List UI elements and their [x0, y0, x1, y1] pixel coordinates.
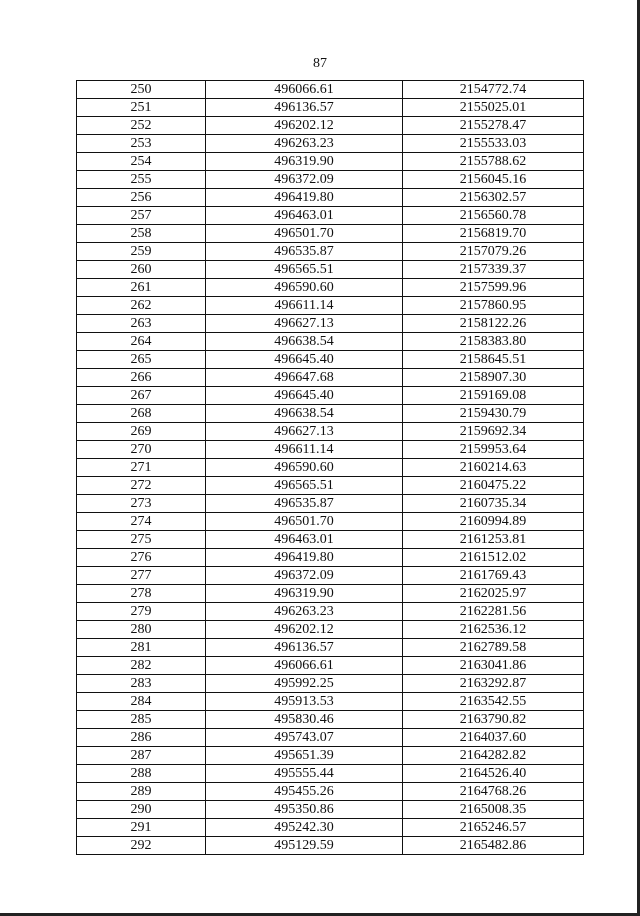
point-number-cell: 253: [77, 135, 206, 153]
x-coordinate-cell: 495455.26: [206, 783, 403, 801]
x-coordinate-cell: 496202.12: [206, 621, 403, 639]
table-row: [77, 783, 584, 801]
point-number-cell: 256: [77, 189, 206, 207]
coordinates-table-body: [77, 81, 584, 855]
y-coordinate-cell: 2156045.16: [403, 171, 584, 189]
y-coordinate-cell: 2163790.82: [403, 711, 584, 729]
table-row: [77, 423, 584, 441]
x-coordinate-cell: 496263.23: [206, 603, 403, 621]
x-coordinate-cell: 496638.54: [206, 405, 403, 423]
y-coordinate-cell: 2160475.22: [403, 477, 584, 495]
point-number-cell: 269: [77, 423, 206, 441]
table-row: [77, 171, 584, 189]
point-number-cell: 271: [77, 459, 206, 477]
x-coordinate-cell: 496501.70: [206, 513, 403, 531]
y-coordinate-cell: 2156560.78: [403, 207, 584, 225]
table-row: [77, 837, 584, 855]
y-coordinate-cell: 2159430.79: [403, 405, 584, 423]
x-coordinate-cell: 496202.12: [206, 117, 403, 135]
y-coordinate-cell: 2159169.08: [403, 387, 584, 405]
table-row: [77, 711, 584, 729]
table-row: [77, 153, 584, 171]
table-row: [77, 693, 584, 711]
table-row: [77, 747, 584, 765]
y-coordinate-cell: 2161769.43: [403, 567, 584, 585]
y-coordinate-cell: 2159953.64: [403, 441, 584, 459]
table-row: [77, 189, 584, 207]
y-coordinate-cell: 2164768.26: [403, 783, 584, 801]
table-row: [77, 135, 584, 153]
point-number-cell: 263: [77, 315, 206, 333]
table-row: [77, 729, 584, 747]
point-number-cell: 260: [77, 261, 206, 279]
point-number-cell: 266: [77, 369, 206, 387]
x-coordinate-cell: 496319.90: [206, 585, 403, 603]
y-coordinate-cell: 2155025.01: [403, 99, 584, 117]
table-row: [77, 549, 584, 567]
point-number-cell: 281: [77, 639, 206, 657]
point-number-cell: 272: [77, 477, 206, 495]
point-number-cell: 270: [77, 441, 206, 459]
x-coordinate-cell: 496647.68: [206, 369, 403, 387]
table-row: [77, 441, 584, 459]
x-coordinate-cell: 495992.25: [206, 675, 403, 693]
point-number-cell: 265: [77, 351, 206, 369]
table-row: [77, 495, 584, 513]
point-number-cell: 250: [77, 81, 206, 99]
point-number-cell: 258: [77, 225, 206, 243]
y-coordinate-cell: 2162789.58: [403, 639, 584, 657]
y-coordinate-cell: 2155278.47: [403, 117, 584, 135]
point-number-cell: 251: [77, 99, 206, 117]
point-number-cell: 291: [77, 819, 206, 837]
y-coordinate-cell: 2157860.95: [403, 297, 584, 315]
x-coordinate-cell: 495555.44: [206, 765, 403, 783]
table-row: [77, 243, 584, 261]
table-row: [77, 405, 584, 423]
table-row: [77, 477, 584, 495]
point-number-cell: 279: [77, 603, 206, 621]
point-number-cell: 282: [77, 657, 206, 675]
page-number: 87: [313, 56, 327, 71]
x-coordinate-cell: 496590.60: [206, 459, 403, 477]
point-number-cell: 288: [77, 765, 206, 783]
y-coordinate-cell: 2157339.37: [403, 261, 584, 279]
table-row: [77, 459, 584, 477]
table-row: [77, 639, 584, 657]
x-coordinate-cell: 496645.40: [206, 387, 403, 405]
y-coordinate-cell: 2155533.03: [403, 135, 584, 153]
x-coordinate-cell: 495913.53: [206, 693, 403, 711]
x-coordinate-cell: 496372.09: [206, 567, 403, 585]
y-coordinate-cell: 2160994.89: [403, 513, 584, 531]
table-row: [77, 297, 584, 315]
x-coordinate-cell: 496463.01: [206, 207, 403, 225]
y-coordinate-cell: 2156302.57: [403, 189, 584, 207]
table-row: [77, 279, 584, 297]
table-row: [77, 81, 584, 99]
point-number-cell: 285: [77, 711, 206, 729]
y-coordinate-cell: 2158907.30: [403, 369, 584, 387]
y-coordinate-cell: 2165482.86: [403, 837, 584, 855]
point-number-cell: 252: [77, 117, 206, 135]
point-number-cell: 268: [77, 405, 206, 423]
x-coordinate-cell: 495350.86: [206, 801, 403, 819]
table-row: [77, 657, 584, 675]
x-coordinate-cell: 496263.23: [206, 135, 403, 153]
point-number-cell: 292: [77, 837, 206, 855]
table-row: [77, 801, 584, 819]
y-coordinate-cell: 2163542.55: [403, 693, 584, 711]
point-number-cell: 259: [77, 243, 206, 261]
point-number-cell: 278: [77, 585, 206, 603]
x-coordinate-cell: 496319.90: [206, 153, 403, 171]
x-coordinate-cell: 496419.80: [206, 189, 403, 207]
x-coordinate-cell: 496611.14: [206, 441, 403, 459]
point-number-cell: 267: [77, 387, 206, 405]
x-coordinate-cell: 496501.70: [206, 225, 403, 243]
point-number-cell: 254: [77, 153, 206, 171]
y-coordinate-cell: 2158383.80: [403, 333, 584, 351]
table-row: [77, 621, 584, 639]
coordinates-table: [76, 80, 584, 855]
x-coordinate-cell: 496627.13: [206, 315, 403, 333]
y-coordinate-cell: 2157079.26: [403, 243, 584, 261]
point-number-cell: 277: [77, 567, 206, 585]
table-row: [77, 333, 584, 351]
point-number-cell: 289: [77, 783, 206, 801]
point-number-cell: 275: [77, 531, 206, 549]
x-coordinate-cell: 496565.51: [206, 261, 403, 279]
y-coordinate-cell: 2163292.87: [403, 675, 584, 693]
y-coordinate-cell: 2157599.96: [403, 279, 584, 297]
table-row: [77, 603, 584, 621]
x-coordinate-cell: 496535.87: [206, 495, 403, 513]
x-coordinate-cell: 496611.14: [206, 297, 403, 315]
point-number-cell: 286: [77, 729, 206, 747]
y-coordinate-cell: 2165246.57: [403, 819, 584, 837]
y-coordinate-cell: 2163041.86: [403, 657, 584, 675]
x-coordinate-cell: 495743.07: [206, 729, 403, 747]
x-coordinate-cell: 496645.40: [206, 351, 403, 369]
x-coordinate-cell: 496419.80: [206, 549, 403, 567]
y-coordinate-cell: 2164282.82: [403, 747, 584, 765]
table-row: [77, 351, 584, 369]
table-row: [77, 675, 584, 693]
table-row: [77, 513, 584, 531]
table-row: [77, 99, 584, 117]
point-number-cell: 274: [77, 513, 206, 531]
table-row: [77, 225, 584, 243]
y-coordinate-cell: 2162281.56: [403, 603, 584, 621]
point-number-cell: 262: [77, 297, 206, 315]
x-coordinate-cell: 496565.51: [206, 477, 403, 495]
x-coordinate-cell: 495830.46: [206, 711, 403, 729]
table-row: [77, 315, 584, 333]
table-row: [77, 117, 584, 135]
y-coordinate-cell: 2164037.60: [403, 729, 584, 747]
x-coordinate-cell: 496066.61: [206, 81, 403, 99]
point-number-cell: 261: [77, 279, 206, 297]
x-coordinate-cell: 496638.54: [206, 333, 403, 351]
point-number-cell: 255: [77, 171, 206, 189]
point-number-cell: 283: [77, 675, 206, 693]
table-row: [77, 819, 584, 837]
x-coordinate-cell: 496066.61: [206, 657, 403, 675]
point-number-cell: 264: [77, 333, 206, 351]
y-coordinate-cell: 2160214.63: [403, 459, 584, 477]
x-coordinate-cell: 495242.30: [206, 819, 403, 837]
y-coordinate-cell: 2158122.26: [403, 315, 584, 333]
x-coordinate-cell: 496136.57: [206, 639, 403, 657]
y-coordinate-cell: 2154772.74: [403, 81, 584, 99]
point-number-cell: 280: [77, 621, 206, 639]
y-coordinate-cell: 2155788.62: [403, 153, 584, 171]
x-coordinate-cell: 495651.39: [206, 747, 403, 765]
y-coordinate-cell: 2156819.70: [403, 225, 584, 243]
y-coordinate-cell: 2161253.81: [403, 531, 584, 549]
x-coordinate-cell: 496463.01: [206, 531, 403, 549]
point-number-cell: 273: [77, 495, 206, 513]
table-row: [77, 207, 584, 225]
table-row: [77, 261, 584, 279]
y-coordinate-cell: 2164526.40: [403, 765, 584, 783]
point-number-cell: 287: [77, 747, 206, 765]
point-number-cell: 284: [77, 693, 206, 711]
x-coordinate-cell: 496627.13: [206, 423, 403, 441]
table-row: [77, 531, 584, 549]
point-number-cell: 276: [77, 549, 206, 567]
x-coordinate-cell: 496590.60: [206, 279, 403, 297]
table-row: [77, 765, 584, 783]
y-coordinate-cell: 2161512.02: [403, 549, 584, 567]
x-coordinate-cell: 496535.87: [206, 243, 403, 261]
table-row: [77, 387, 584, 405]
point-number-cell: 257: [77, 207, 206, 225]
y-coordinate-cell: 2165008.35: [403, 801, 584, 819]
y-coordinate-cell: 2162025.97: [403, 585, 584, 603]
table-row: [77, 585, 584, 603]
y-coordinate-cell: 2160735.34: [403, 495, 584, 513]
x-coordinate-cell: 495129.59: [206, 837, 403, 855]
x-coordinate-cell: 496136.57: [206, 99, 403, 117]
y-coordinate-cell: 2162536.12: [403, 621, 584, 639]
y-coordinate-cell: 2158645.51: [403, 351, 584, 369]
point-number-cell: 290: [77, 801, 206, 819]
table-row: [77, 369, 584, 387]
table-row: [77, 567, 584, 585]
y-coordinate-cell: 2159692.34: [403, 423, 584, 441]
x-coordinate-cell: 496372.09: [206, 171, 403, 189]
